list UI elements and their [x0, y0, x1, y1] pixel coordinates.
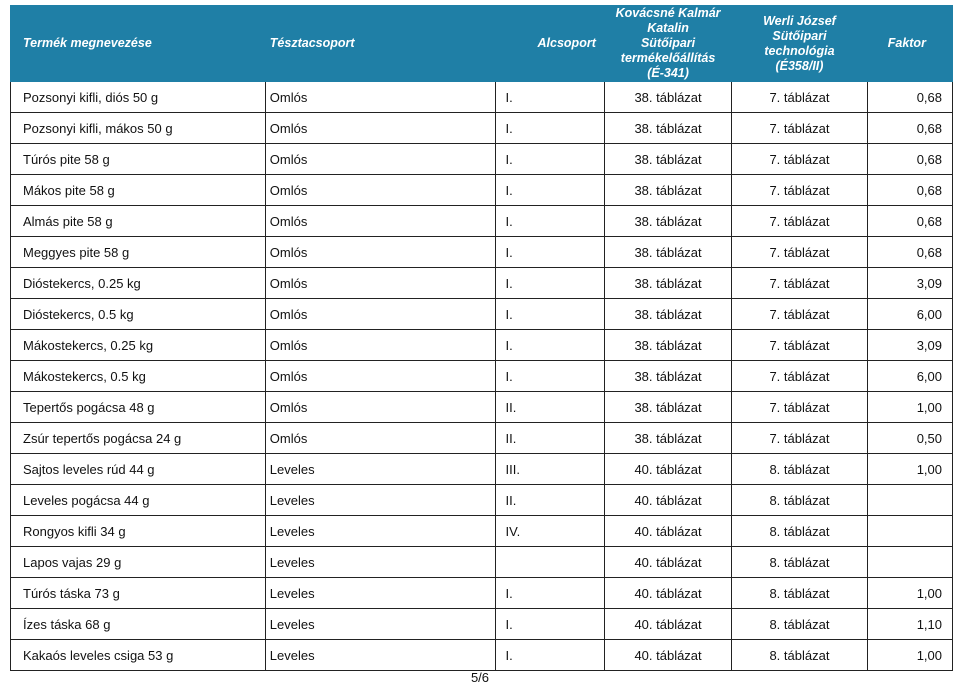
- product-name-cell: Almás pite 58 g: [11, 206, 266, 237]
- werli-table-ref-cell: 7. táblázat: [732, 175, 867, 206]
- kalmar-table-ref-cell: 38. táblázat: [604, 361, 731, 392]
- factor-cell: 0,68: [867, 144, 952, 175]
- dough-group-cell: Omlós: [265, 330, 495, 361]
- header-source-werli: [732, 6, 867, 82]
- table-row: [11, 423, 953, 454]
- factor-cell: 0,68: [867, 206, 952, 237]
- kalmar-table-ref-cell: 40. táblázat: [604, 454, 731, 485]
- kalmar-table-ref-cell: 40. táblázat: [604, 609, 731, 640]
- werli-table-ref-cell: 7. táblázat: [732, 423, 867, 454]
- kalmar-table-ref-cell: 40. táblázat: [604, 485, 731, 516]
- kalmar-table-ref-cell: 38. táblázat: [604, 392, 731, 423]
- subgroup-cell: I.: [495, 206, 604, 237]
- table-row: [11, 113, 953, 144]
- kalmar-table-ref-cell: 38. táblázat: [604, 144, 731, 175]
- subgroup-cell: I.: [495, 82, 604, 113]
- werli-table-ref-cell: 8. táblázat: [732, 547, 867, 578]
- factor-cell: [867, 516, 952, 547]
- factor-cell: 3,09: [867, 330, 952, 361]
- dough-group-cell: Leveles: [265, 454, 495, 485]
- product-name-cell: Tepertős pogácsa 48 g: [11, 392, 266, 423]
- dough-group-cell: Leveles: [265, 547, 495, 578]
- subgroup-cell: I.: [495, 237, 604, 268]
- factor-cell: 0,50: [867, 423, 952, 454]
- kalmar-table-ref-cell: 38. táblázat: [604, 268, 731, 299]
- werli-table-ref-cell: 7. táblázat: [732, 237, 867, 268]
- dough-group-cell: Omlós: [265, 423, 495, 454]
- header-source-kalmar-author: Kovácsné Kalmár Katalin: [615, 6, 721, 35]
- factor-cell: 0,68: [867, 175, 952, 206]
- werli-table-ref-cell: 8. táblázat: [732, 485, 867, 516]
- subgroup-cell: I.: [495, 268, 604, 299]
- werli-table-ref-cell: 7. táblázat: [732, 144, 867, 175]
- subgroup-cell: I.: [495, 609, 604, 640]
- dough-group-cell: Omlós: [265, 175, 495, 206]
- subgroup-cell: I.: [495, 330, 604, 361]
- dough-group-cell: Leveles: [265, 485, 495, 516]
- product-name-cell: Kakaós leveles csiga 53 g: [11, 640, 266, 671]
- header-factor: Faktor: [867, 6, 952, 82]
- werli-table-ref-cell: 7. táblázat: [732, 268, 867, 299]
- werli-table-ref-cell: 7. táblázat: [732, 330, 867, 361]
- subgroup-cell: I.: [495, 578, 604, 609]
- header-source-werli-title: Sütőipari technológia: [764, 28, 835, 58]
- werli-table-ref-cell: 7. táblázat: [732, 206, 867, 237]
- product-name-cell: Mákostekercs, 0.25 kg: [11, 330, 266, 361]
- kalmar-table-ref-cell: 38. táblázat: [604, 206, 731, 237]
- header-source-kalmar-code: (É-341): [647, 66, 689, 80]
- table-row: [11, 330, 953, 361]
- werli-table-ref-cell: 8. táblázat: [732, 516, 867, 547]
- subgroup-cell: I.: [495, 144, 604, 175]
- factor-cell: 1,00: [867, 454, 952, 485]
- dough-group-cell: Omlós: [265, 144, 495, 175]
- header-source-werli-code: (É358/II): [775, 58, 824, 73]
- factor-cell: 6,00: [867, 299, 952, 330]
- table-row: [11, 175, 953, 206]
- product-name-cell: Mákos pite 58 g: [11, 175, 266, 206]
- table-row: [11, 485, 953, 516]
- subgroup-cell: I.: [495, 113, 604, 144]
- dough-group-cell: Omlós: [265, 113, 495, 144]
- table-row: [11, 82, 953, 113]
- product-name-cell: Dióstekercs, 0.5 kg: [11, 299, 266, 330]
- factor-cell: 3,09: [867, 268, 952, 299]
- header-source-kalmar-title: Sütőipari termékelőállítás: [620, 36, 716, 65]
- product-name-cell: Lapos vajas 29 g: [11, 547, 266, 578]
- factor-cell: 1,00: [867, 578, 952, 609]
- factor-cell: 0,68: [867, 113, 952, 144]
- subgroup-cell: II.: [495, 423, 604, 454]
- table-row: [11, 237, 953, 268]
- product-name-cell: Rongyos kifli 34 g: [11, 516, 266, 547]
- header-source-werli-author: Werli József: [763, 13, 836, 28]
- kalmar-table-ref-cell: 40. táblázat: [604, 640, 731, 671]
- dough-group-cell: Omlós: [265, 237, 495, 268]
- subgroup-cell: II.: [495, 485, 604, 516]
- werli-table-ref-cell: 8. táblázat: [732, 454, 867, 485]
- product-name-cell: Sajtos leveles rúd 44 g: [11, 454, 266, 485]
- product-name-cell: Pozsonyi kifli, mákos 50 g: [11, 113, 266, 144]
- table-row: [11, 206, 953, 237]
- factor-cell: [867, 547, 952, 578]
- factor-cell: 0,68: [867, 237, 952, 268]
- factor-cell: 1,10: [867, 609, 952, 640]
- subgroup-cell: III.: [495, 454, 604, 485]
- product-name-cell: Túrós pite 58 g: [11, 144, 266, 175]
- dough-group-cell: Omlós: [265, 299, 495, 330]
- header-source-kalmar: [604, 6, 731, 82]
- werli-table-ref-cell: 7. táblázat: [732, 392, 867, 423]
- product-name-cell: Dióstekercs, 0.25 kg: [11, 268, 266, 299]
- subgroup-cell: I.: [495, 299, 604, 330]
- werli-table-ref-cell: 8. táblázat: [732, 640, 867, 671]
- kalmar-table-ref-cell: 38. táblázat: [604, 82, 731, 113]
- header-dough-group: Tésztacsoport: [265, 6, 495, 82]
- table-row: [11, 516, 953, 547]
- factor-cell: 1,00: [867, 640, 952, 671]
- kalmar-table-ref-cell: 38. táblázat: [604, 423, 731, 454]
- werli-table-ref-cell: 8. táblázat: [732, 609, 867, 640]
- dough-group-cell: Leveles: [265, 609, 495, 640]
- subgroup-cell: I.: [495, 640, 604, 671]
- werli-table-ref-cell: 7. táblázat: [732, 113, 867, 144]
- product-name-cell: Mákostekercs, 0.5 kg: [11, 361, 266, 392]
- dough-group-cell: Omlós: [265, 268, 495, 299]
- table-row: [11, 578, 953, 609]
- header-product-name: Termék megnevezése: [11, 6, 266, 82]
- product-name-cell: Túrós táska 73 g: [11, 578, 266, 609]
- kalmar-table-ref-cell: 38. táblázat: [604, 330, 731, 361]
- product-name-cell: Pozsonyi kifli, diós 50 g: [11, 82, 266, 113]
- dough-group-cell: Omlós: [265, 361, 495, 392]
- factor-cell: [867, 485, 952, 516]
- page-number: 5/6: [470, 670, 490, 685]
- kalmar-table-ref-cell: 40. táblázat: [604, 547, 731, 578]
- kalmar-table-ref-cell: 38. táblázat: [604, 237, 731, 268]
- kalmar-table-ref-cell: 38. táblázat: [604, 113, 731, 144]
- subgroup-cell: II.: [495, 392, 604, 423]
- subgroup-cell: I.: [495, 361, 604, 392]
- dough-group-cell: Leveles: [265, 640, 495, 671]
- product-table: [10, 5, 953, 671]
- werli-table-ref-cell: 7. táblázat: [732, 299, 867, 330]
- table-row: [11, 454, 953, 485]
- dough-group-cell: Leveles: [265, 516, 495, 547]
- table-header-row: [11, 6, 953, 82]
- factor-cell: 1,00: [867, 392, 952, 423]
- subgroup-cell: [495, 547, 604, 578]
- werli-table-ref-cell: 7. táblázat: [732, 82, 867, 113]
- header-subgroup: Alcsoport: [495, 6, 604, 82]
- dough-group-cell: Omlós: [265, 392, 495, 423]
- werli-table-ref-cell: 8. táblázat: [732, 578, 867, 609]
- product-name-cell: Leveles pogácsa 44 g: [11, 485, 266, 516]
- table-row: [11, 609, 953, 640]
- factor-cell: 0,68: [867, 82, 952, 113]
- dough-group-cell: Omlós: [265, 82, 495, 113]
- table-row: [11, 392, 953, 423]
- werli-table-ref-cell: 7. táblázat: [732, 361, 867, 392]
- table-row: [11, 268, 953, 299]
- factor-cell: 6,00: [867, 361, 952, 392]
- kalmar-table-ref-cell: 38. táblázat: [604, 299, 731, 330]
- subgroup-cell: IV.: [495, 516, 604, 547]
- kalmar-table-ref-cell: 38. táblázat: [604, 175, 731, 206]
- dough-group-cell: Omlós: [265, 206, 495, 237]
- table-row: [11, 299, 953, 330]
- dough-group-cell: Leveles: [265, 578, 495, 609]
- kalmar-table-ref-cell: 40. táblázat: [604, 516, 731, 547]
- product-name-cell: Zsúr tepertős pogácsa 24 g: [11, 423, 266, 454]
- table-row: [11, 640, 953, 671]
- subgroup-cell: I.: [495, 175, 604, 206]
- table-row: [11, 361, 953, 392]
- table-row: [11, 547, 953, 578]
- table-body: [11, 82, 953, 671]
- product-name-cell: Ízes táska 68 g: [11, 609, 266, 640]
- table-row: [11, 144, 953, 175]
- product-name-cell: Meggyes pite 58 g: [11, 237, 266, 268]
- kalmar-table-ref-cell: 40. táblázat: [604, 578, 731, 609]
